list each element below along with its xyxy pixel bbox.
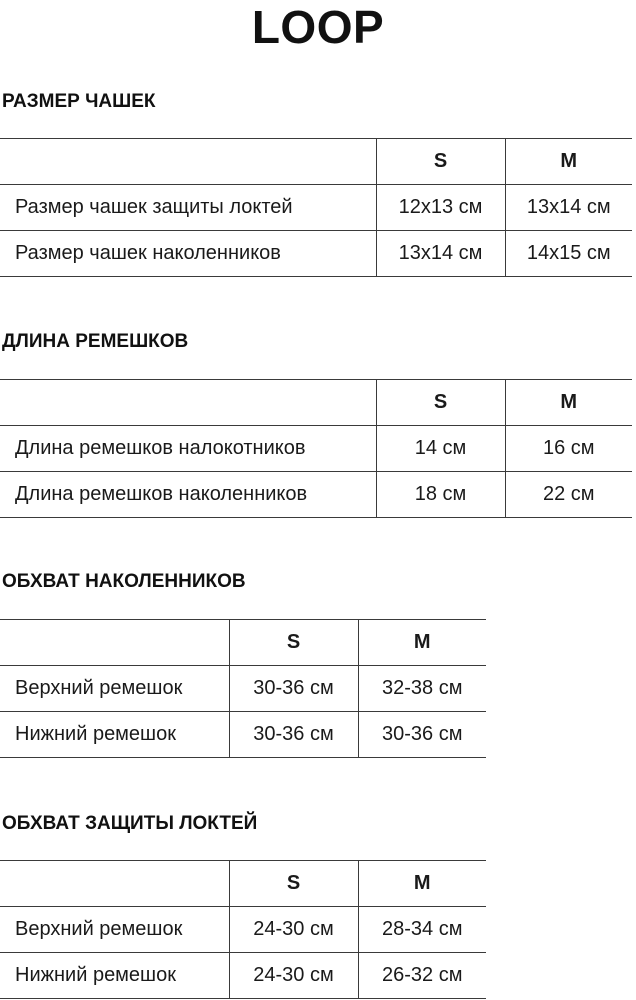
value-m: 13x14 см bbox=[505, 185, 632, 231]
header-cell-empty bbox=[0, 380, 376, 426]
value-m: 22 см bbox=[505, 472, 632, 518]
value-s: 24-30 см bbox=[229, 907, 358, 953]
section-heading-cup-size: РАЗМЕР ЧАШЕК bbox=[2, 91, 156, 112]
value-s: 24-30 см bbox=[229, 953, 358, 999]
value-m: 26-32 см bbox=[358, 953, 486, 999]
table-row bbox=[0, 712, 486, 758]
header-cell-s: S bbox=[229, 861, 358, 907]
cup-size-table bbox=[0, 138, 632, 277]
header-cell-s: S bbox=[376, 380, 505, 426]
value-s: 18 см bbox=[376, 472, 505, 518]
section-heading-elbow-girth: ОБХВАТ ЗАЩИТЫ ЛОКТЕЙ bbox=[2, 813, 258, 834]
row-label: Верхний ремешок bbox=[0, 907, 229, 953]
table-header-row bbox=[0, 620, 486, 666]
header-cell-empty bbox=[0, 139, 376, 185]
table-header-row bbox=[0, 139, 632, 185]
elbow-girth-table bbox=[0, 860, 486, 999]
value-m: 14x15 см bbox=[505, 231, 632, 277]
page-title: LOOP bbox=[251, 1, 385, 53]
value-s: 30-36 см bbox=[229, 666, 358, 712]
value-s: 12x13 см bbox=[376, 185, 505, 231]
strap-length-table bbox=[0, 379, 632, 518]
header-cell-s: S bbox=[376, 139, 505, 185]
value-s: 30-36 см bbox=[229, 712, 358, 758]
header-cell-m: M bbox=[358, 620, 486, 666]
section-heading-knee-girth: ОБХВАТ НАКОЛЕННИКОВ bbox=[2, 571, 246, 592]
row-label: Нижний ремешок bbox=[0, 953, 229, 999]
table-row bbox=[0, 953, 486, 999]
table-row bbox=[0, 666, 486, 712]
value-s: 13x14 см bbox=[376, 231, 505, 277]
row-label: Размер чашек наколенников bbox=[0, 231, 376, 277]
value-s: 14 см bbox=[376, 426, 505, 472]
table-row bbox=[0, 426, 632, 472]
header-cell-m: M bbox=[505, 139, 632, 185]
header-cell-s: S bbox=[229, 620, 358, 666]
table-row bbox=[0, 907, 486, 953]
header-cell-m: M bbox=[358, 861, 486, 907]
table-header-row bbox=[0, 380, 632, 426]
table-row bbox=[0, 185, 632, 231]
header-cell-empty bbox=[0, 861, 229, 907]
value-m: 16 см bbox=[505, 426, 632, 472]
table-row bbox=[0, 231, 632, 277]
knee-girth-table bbox=[0, 619, 486, 758]
header-cell-m: M bbox=[505, 380, 632, 426]
value-m: 28-34 см bbox=[358, 907, 486, 953]
section-heading-strap-length: ДЛИНА РЕМЕШКОВ bbox=[2, 331, 189, 352]
value-m: 32-38 см bbox=[358, 666, 486, 712]
row-label: Длина ремешков налокотников bbox=[0, 426, 376, 472]
table-header-row bbox=[0, 861, 486, 907]
header-cell-empty bbox=[0, 620, 229, 666]
table-row bbox=[0, 472, 632, 518]
row-label: Длина ремешков наколенников bbox=[0, 472, 376, 518]
row-label: Нижний ремешок bbox=[0, 712, 229, 758]
value-m: 30-36 см bbox=[358, 712, 486, 758]
row-label: Размер чашек защиты локтей bbox=[0, 185, 376, 231]
row-label: Верхний ремешок bbox=[0, 666, 229, 712]
